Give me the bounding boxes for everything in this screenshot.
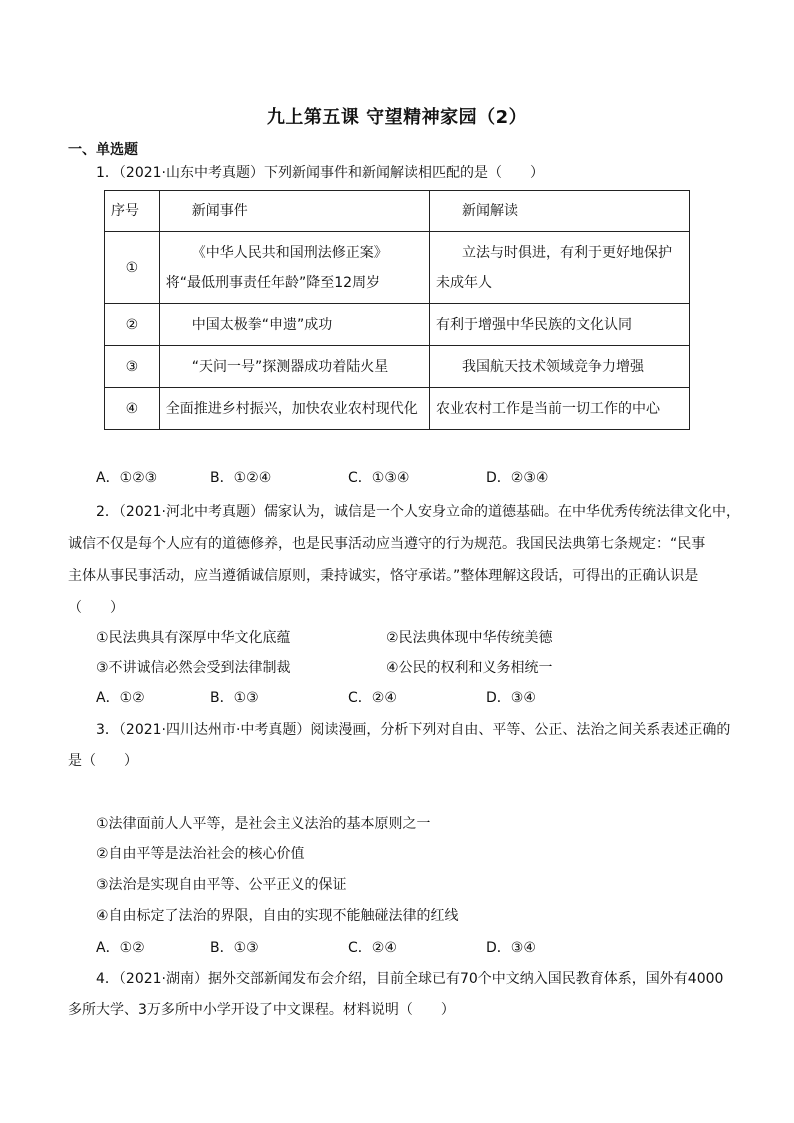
table-row [105,232,690,304]
q2-line: 2．（2021·河北中考真题）儒家认为，诚信是一个人安身立命的道德基础。在中华优秀传统法律文化中， [96,504,740,520]
row-reading: 立法与时俱进，有利于更好地保护未成年人 [430,232,690,304]
row-reading: 我国航天技术领域竞争力增强 [430,346,690,388]
table-row [105,304,690,346]
q3-option-c: C．②④ [348,940,397,956]
row-num: ③ [105,346,160,388]
q4-line: 多所大学、3万多所中小学开设了中文课程。材料说明（ ） [68,1002,455,1018]
table-row [105,346,690,388]
q3-option-b: B．①③ [210,940,259,956]
q3-option-a: A．①② [96,940,145,956]
row-event: “天问一号”探测器成功着陆火星 [159,346,429,388]
header-num: 序号 [105,191,160,232]
page-title: 九上第五课 守望精神家园（2） [266,107,528,128]
table-row [105,388,690,430]
q1-option-d: D．②③④ [486,470,549,486]
q1-stem: 1．（2021·山东中考真题）下列新闻事件和新闻解读相匹配的是（ ） [96,165,544,181]
q2-statement: ①民法典具有深厚中华文化底蕴 [96,630,291,646]
row-event: 中国太极拳“申遗”成功 [159,304,429,346]
q1-option-a: A．①②③ [96,470,158,486]
q2-line: 主体从事民事活动，应当遵循诚信原则，秉持诚实，恪守承诺。”整体理解这段话，可得出的正确认识是 [68,568,699,584]
row-num: ② [105,304,160,346]
q3-statement: ③法治是实现自由平等、公平正义的保证 [96,877,347,893]
q3-option-d: D．③④ [486,940,536,956]
section-heading: 一、单选题 [68,142,138,158]
row-reading: 有利于增强中华民族的文化认同 [430,304,690,346]
q3-line: 是（ ） [68,753,138,769]
header-event: 新闻事件 [159,191,429,232]
q2-line: （ ） [68,600,124,616]
q2-statement: ④公民的权利和义务相统一 [386,660,553,676]
q1-option-c: C．①③④ [348,470,410,486]
q3-statement: ①法律面前人人平等，是社会主义法治的基本原则之一 [96,816,431,832]
row-event: 《中华人民共和国刑法修正案》将“最低刑事责任年龄”降至12周岁 [159,232,429,304]
q2-option-a: A．①② [96,690,145,706]
q2-option-c: C．②④ [348,690,397,706]
q3-line: 3．（2021·四川达州市·中考真题）阅读漫画，分析下列对自由、平等、公正、法治之间关系表述正确的 [96,722,731,738]
q3-statement: ④自由标定了法治的界限，自由的实现不能触碰法律的红线 [96,908,459,924]
row-event: 全面推进乡村振兴，加快农业农村现代化 [159,388,429,430]
row-num: ① [105,232,160,304]
q2-line: 诚信不仅是每个人应有的道德修养，也是民事活动应当遵守的行为规范。我国民法典第七条规定：“民事 [68,536,706,552]
q2-statement: ②民法典体现中华传统美德 [386,630,553,646]
q1-option-b: B．①②④ [210,470,272,486]
table-row [105,191,690,232]
q2-option-d: D．③④ [486,690,536,706]
q2-statement: ③不讲诚信必然会受到法律制裁 [96,660,291,676]
news-table [104,190,690,430]
q2-option-b: B．①③ [210,690,259,706]
header-reading: 新闻解读 [430,191,690,232]
row-num: ④ [105,388,160,430]
row-reading: 农业农村工作是当前一切工作的中心 [430,388,690,430]
q4-line: 4．（2021·湖南）据外交部新闻发布会介绍，目前全球已有70个中文纳入国民教育体系，国外有4000 [96,971,724,987]
q3-statement: ②自由平等是法治社会的核心价值 [96,846,305,862]
